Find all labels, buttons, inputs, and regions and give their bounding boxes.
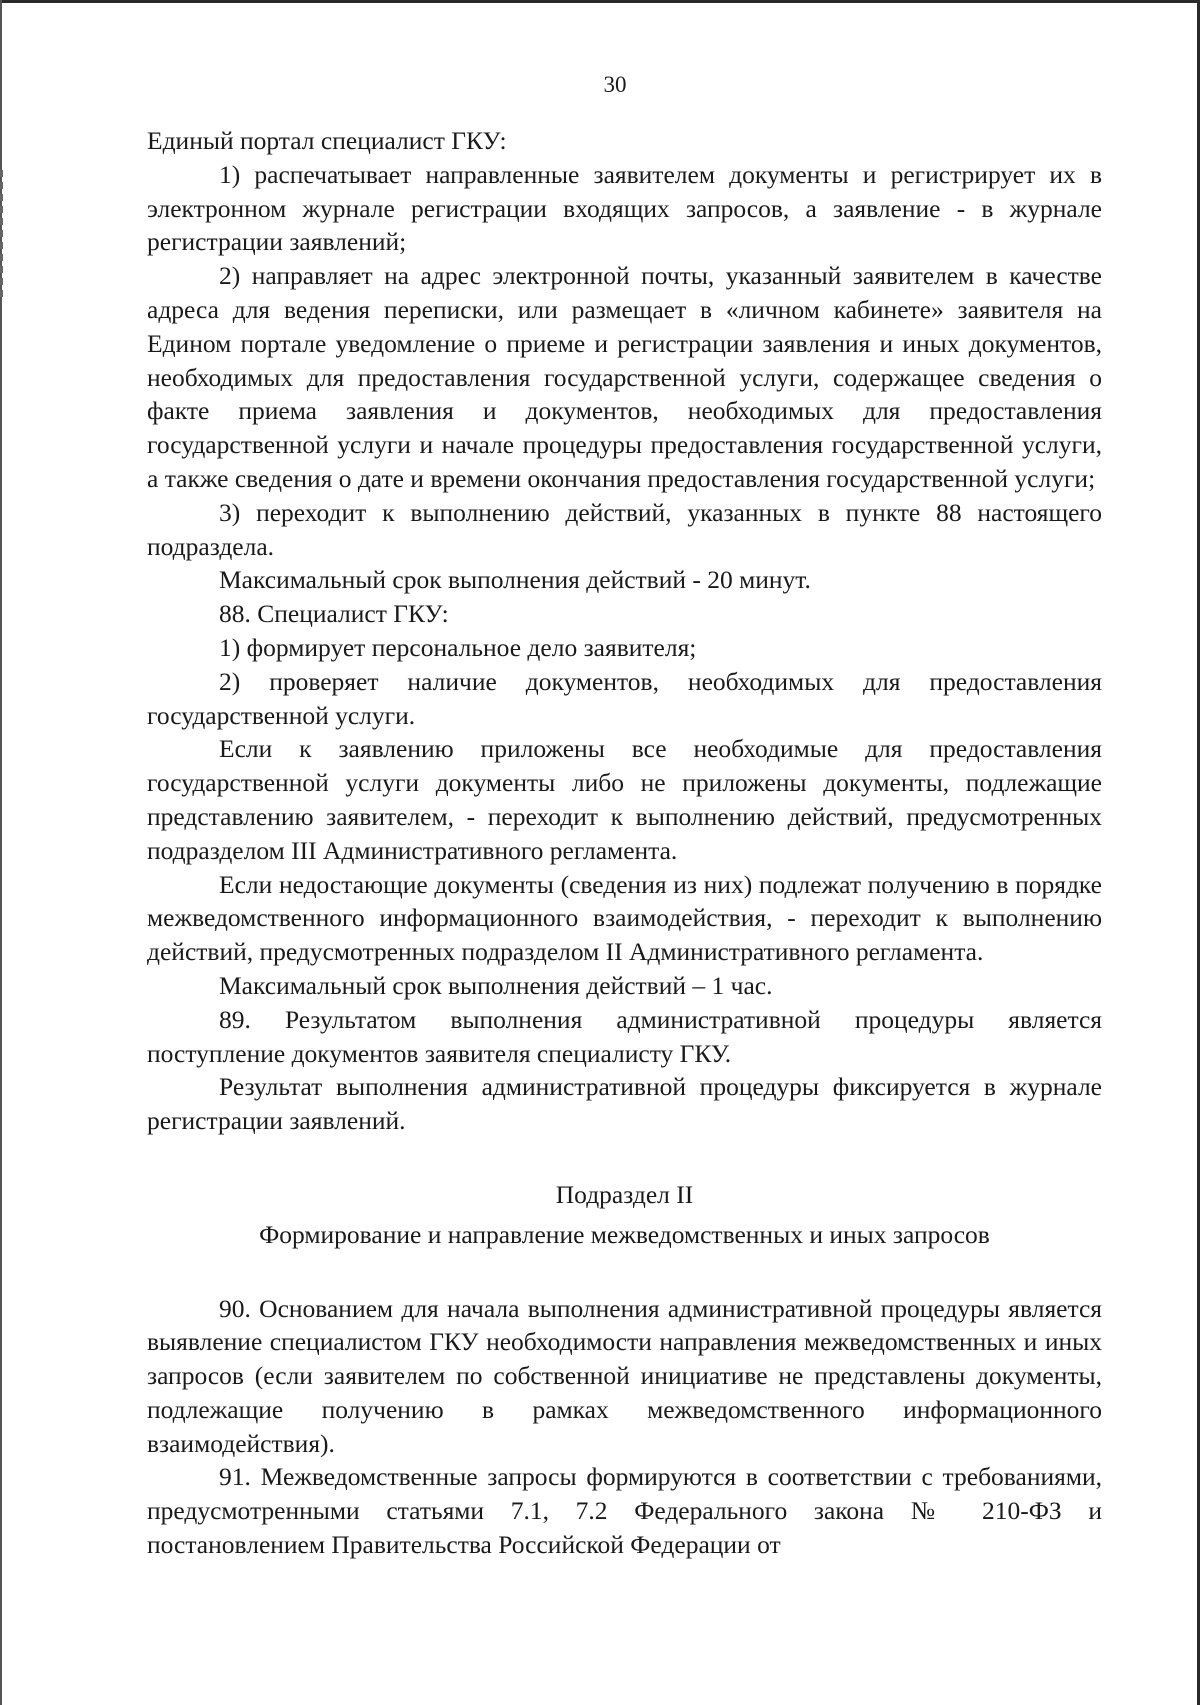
paragraph: Если недостающие документы (сведения из них) подлежат получению в порядке межведомственного информационного взаимодействия, - переходит к выполнению действий, предусмотренных подразделом II Административного регламента.: [147, 869, 1102, 967]
scan-edge-top: [0, 0, 1200, 3]
paragraph: 1) распечатывает направленные заявителем документы и регистрирует их в электронном журнале регистрации входящих запросов, а заявление - в журнале регистрации заявлений;: [147, 159, 1102, 257]
paragraph: 90. Основанием для начала выполнения административной процедуры является выявление специалистом ГКУ необходимости направления межведомственных и иных запросов (если заявителем по собственной инициативе не представлены документы, подлежащие получению в рамках межведомственного информационного взаимодействия).: [147, 1293, 1102, 1458]
paragraph: 2) направляет на адрес электронной почты, указанный заявителем в качестве адреса для ведения переписки, или размещает в «личном кабинете» заявителя на Едином портале уведомление о приеме и регистрации заявления и иных документов, необходимых для предоставления государственной услуги, содержащее сведения о факте приема заявления и документов, необходимых для предоставления государственной услуги и начале процедуры предоставления государственной услуги, а также сведения о дате и времени окончания предоставления государственной услуги;: [147, 261, 1102, 493]
paragraph: 88. Специалист ГКУ:: [219, 599, 449, 629]
binding-marks: [0, 170, 3, 300]
document-body: [147, 124, 1102, 1562]
paragraph: Максимальный срок выполнения действий - 20 минут.: [219, 565, 811, 595]
section-title: Формирование и направление межведомственных и иных запросов: [259, 1219, 990, 1249]
paragraph: Единый портал специалист ГКУ:: [147, 126, 507, 155]
paragraph: Если к заявлению приложены все необходимые для предоставления государственной услуги документы либо не приложены документы, подлежащие представлению заявителем, - переходит к выполнению действий, предусмотренных подразделом III Административного регламента.: [147, 734, 1102, 865]
paragraph: 89. Результатом выполнения административной процедуры является поступление документов заявителя специалисту ГКУ.: [147, 1004, 1102, 1068]
section-label: Подраздел II: [555, 1179, 694, 1209]
paragraph: 1) формирует персональное дело заявителя;: [219, 632, 697, 662]
paragraph: 2) проверяет наличие документов, необходимых для предоставления государственной услуги.: [147, 666, 1102, 730]
paragraph: 3) переходит к выполнению действий, указанных в пункте 88 настоящего подраздела.: [147, 497, 1102, 561]
paragraph: Результат выполнения административной процедуры фиксируется в журнале регистрации заявлений.: [147, 1072, 1102, 1136]
paragraph: Максимальный срок выполнения действий – 1 час.: [219, 970, 773, 1000]
paragraph: 91. Межведомственные запросы формируются в соответствии с требованиями, предусмотренными статьями 7.1, 7.2 Федерального закона № 210-ФЗ и постановлением Правительства Российской Федерации от: [147, 1462, 1102, 1560]
page-number: 30: [603, 72, 627, 97]
